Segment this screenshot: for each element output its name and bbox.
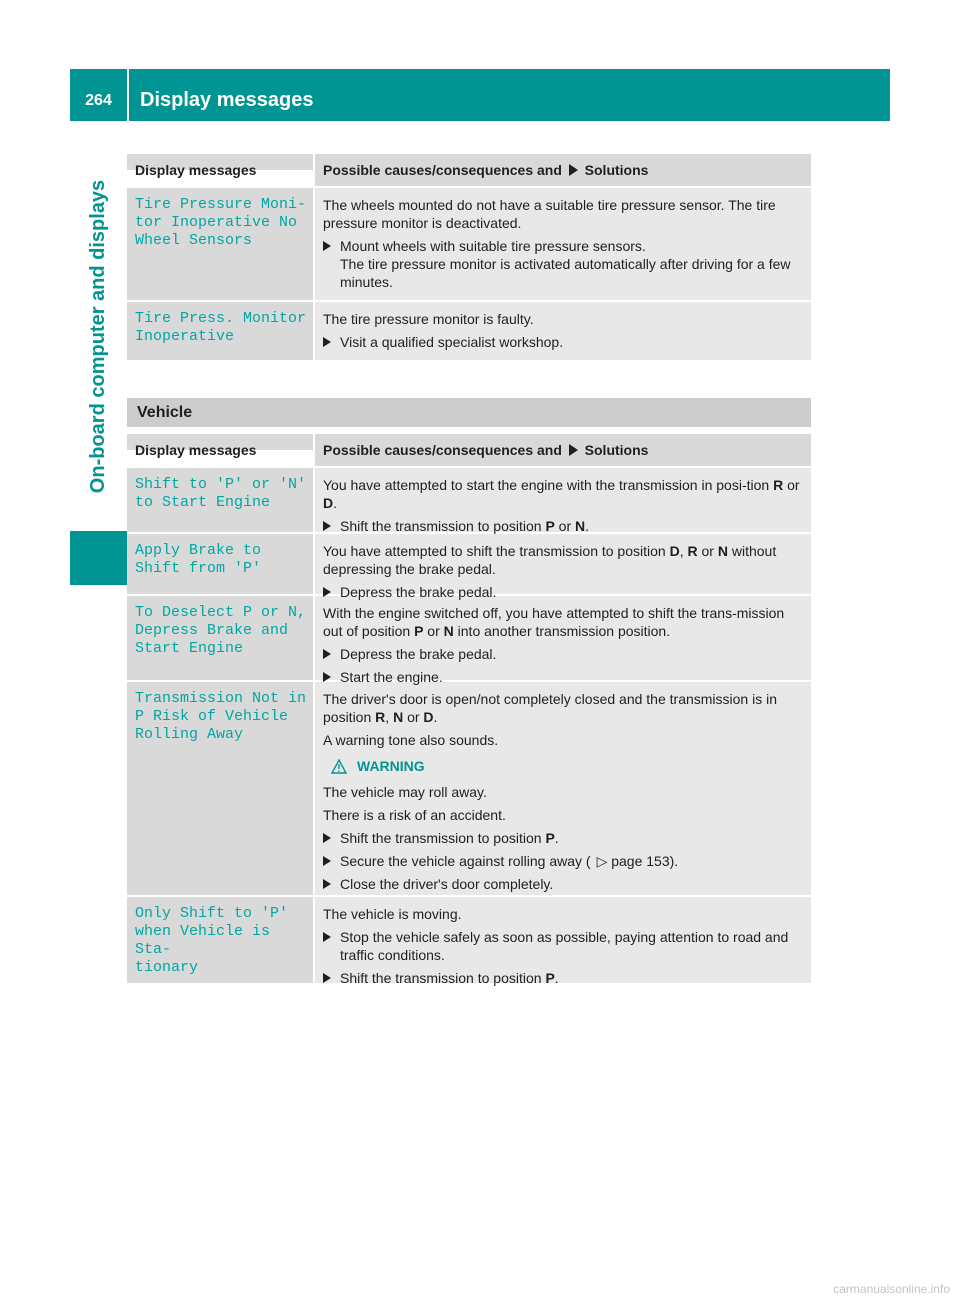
display-message: Shift to 'P' or 'N' to Start Engine (135, 476, 307, 511)
chapter-marker (70, 531, 127, 585)
section-heading: Vehicle (127, 398, 811, 427)
page-reference-link[interactable]: page 153). (611, 853, 679, 869)
page-header (70, 69, 890, 121)
solution-step: Mount wheels with suitable tire pressure sensors. The tire pressure monitor is activated automatically after driving for a few minutes. (323, 237, 803, 291)
cause-text: The wheels mounted do not have a suitable tire pressure sensor. The tire pressure monitor is deactivated. (323, 197, 776, 231)
table-row (127, 468, 811, 532)
cause-text: With the engine switched off, you have attempted to shift the trans-mission out of position P or N into another transmission position. (323, 605, 785, 639)
chapter-label: On-board computer and displays (87, 179, 110, 493)
solution-step: Start the engine. (323, 668, 803, 686)
display-message: Apply Brake to Shift from 'P' (135, 542, 262, 577)
page-number: 264 (85, 92, 112, 109)
solution-step: Shift the transmission to position P. (323, 829, 803, 847)
solution-arrow-icon (569, 444, 578, 456)
header-divider (127, 69, 129, 121)
solution-step: Secure the vehicle against rolling away ( ▷ page 153). (323, 852, 803, 870)
table-row (127, 897, 811, 986)
solution-step: Close the driver's door completely. (323, 875, 803, 893)
column-header-causes: Possible causes/consequences and Solutions (315, 434, 811, 466)
page-reference-icon: ▷ (596, 853, 612, 869)
table-row (127, 534, 811, 600)
column-header-messages: Display messages (127, 154, 313, 170)
cause-text: The driver's door is open/not completely closed and the transmission is in position R, N or D. (323, 691, 778, 725)
display-messages-table-1 (127, 154, 811, 362)
cause-text: You have attempted to shift the transmission to position D, R or N without depressing the brake pedal. (323, 543, 777, 577)
warning-text: There is a risk of an accident. (323, 807, 506, 823)
solution-step: Depress the brake pedal. (323, 583, 803, 601)
table-row (127, 682, 811, 895)
solution-step: Visit a qualified specialist workshop. (323, 333, 803, 351)
solution-step: Stop the vehicle safely as soon as possible, paying attention to road and traffic conditions. (323, 928, 803, 964)
display-message: Tire Pressure Moni- tor Inoperative No Wheel Sensors (135, 196, 307, 249)
solution-arrow-icon (569, 164, 578, 176)
display-message: To Deselect P or N, Depress Brake and Start Engine (135, 604, 307, 657)
cause-text: You have attempted to start the engine with the transmission in posi-tion R or D. (323, 477, 800, 511)
display-message: Tire Press. Monitor Inoperative (135, 310, 307, 345)
solution-step: Depress the brake pedal. (323, 645, 803, 663)
solution-step: Shift the transmission to position P. (323, 969, 803, 987)
table-row (127, 188, 811, 300)
page-title: Display messages (140, 89, 314, 111)
chapter-tab (70, 141, 127, 531)
column-header-causes: Possible causes/consequences and Solutions (315, 154, 811, 186)
table-header-row (127, 434, 811, 466)
table-row (127, 596, 811, 685)
cause-text: The tire pressure monitor is faulty. (323, 311, 534, 327)
watermark: carmanualsonline.info (833, 1282, 950, 1296)
table-header-row (127, 154, 811, 186)
display-message: Transmission Not in P Risk of Vehicle Rolling Away (135, 690, 307, 743)
solution-step: Shift the transmission to position P or N. (323, 517, 803, 535)
table-row (127, 302, 811, 360)
warning-label: WARNING (331, 757, 803, 775)
display-message: Only Shift to 'P' when Vehicle is Sta- tionary (135, 905, 289, 976)
warning-text: The vehicle may roll away. (323, 784, 487, 800)
cause-text: The vehicle is moving. (323, 906, 462, 922)
warning-triangle-icon (331, 759, 347, 774)
cause-text: A warning tone also sounds. (323, 732, 499, 748)
display-messages-table-2 (127, 434, 811, 985)
column-header-messages: Display messages (127, 434, 313, 450)
